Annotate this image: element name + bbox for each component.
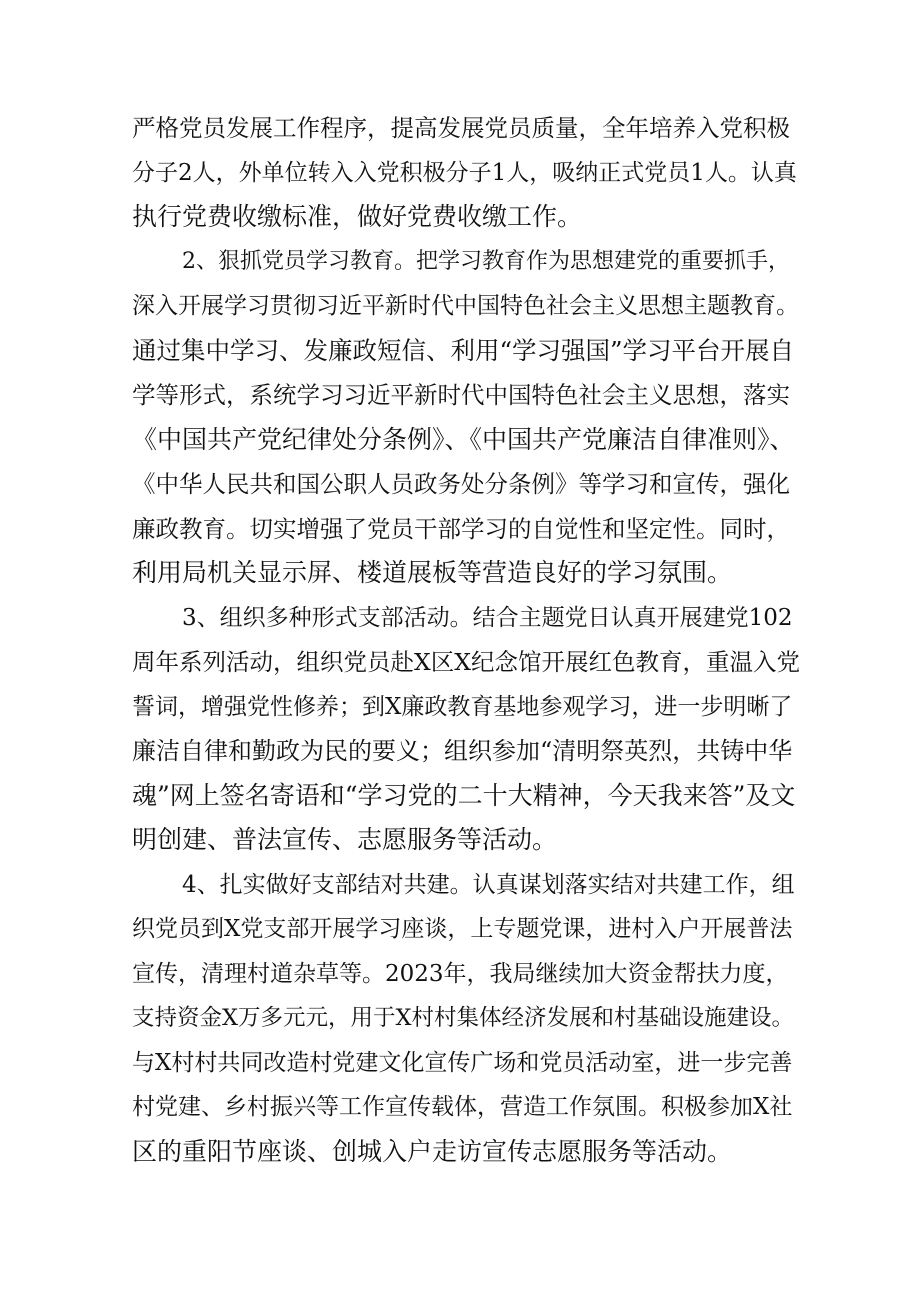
para-4-line-3: 宣传，清理村道杂草等。2023年，我局继续加大资金帮扶力度，: [132, 961, 789, 987]
para-2-line-4: 学等形式，系统学习习近平新时代中国特色社会主义思想，落实: [132, 381, 790, 409]
para-4-line-4: 支持资金X万多元元，用于X村村集体经济发展和村基础设施建设。: [132, 1005, 795, 1031]
para-3-line-1: 3、组织多种形式支部活动。结合主题党日认真开展建党102: [182, 605, 793, 631]
para-3-line-2: 周年系列活动，组织党员赴X区X纪念馆开展红色教育，重温入党: [132, 648, 800, 676]
para-3-line-3: 誓词，增强党性修养；到X廉政教育基地参观学习，进一步明晰了: [132, 694, 793, 720]
text-line-1: 严格党员发展工作程序，提高发展党员质量，全年培养入党积极: [132, 114, 790, 142]
para-2-line-8: 利用局机关显示屏、楼道展板等营造良好的学习氛围。: [132, 558, 733, 587]
para-4-line-7: 区的重阳节座谈、创城入户走访宣传志愿服务等活动。: [132, 1137, 733, 1166]
para-2-line-7: 廉政教育。切实增强了党员干部学习的自觉性和坚定性。同时，: [132, 515, 790, 543]
para-4-line-5: 与X村村共同改造村党建文化宣传广场和党员活动室，进一步完善: [132, 1050, 793, 1076]
para-2-line-3: 通过集中学习、发廉政短信、利用“学习强国”学习平台开展自: [132, 336, 795, 365]
para-4-line-1: 4、扎实做好支部结对共建。认真谋划落实结对共建工作，组: [182, 872, 795, 898]
para-2-line-6: 《中华人民共和国公职人员政务处分条例》等学习和宣传，强化: [132, 470, 790, 498]
para-3-line-6: 明创建、普法宣传、志愿服务等活动。: [132, 825, 558, 854]
para-3-line-5: 魂”网上签名寄语和“学习党的二十大精神，今天我来答”及文: [132, 781, 796, 810]
para-4-line-2: 织党员到X党支部开展学习座谈，上专题党课，进村入户开展普法: [132, 916, 793, 942]
para-4-line-6: 村党建、乡村振兴等工作宣传载体，营造工作氛围。积极参加X社: [132, 1094, 793, 1120]
para-3-line-4: 廉洁自律和勤政为民的要义；组织参加“清明祭英烈，共铸中华: [132, 737, 793, 765]
text-line-2: 分子2人，外单位转入入党积极分子1人，吸纳正式党员1人。认真: [132, 160, 797, 186]
para-2-line-1: 2、狠抓党员学习教育。把学习教育作为思想建党的重要抓手，: [182, 249, 790, 274]
text-line-3: 执行党费收缴标准，做好党费收缴工作。: [132, 202, 583, 231]
para-2-line-2: 深入开展学习贯彻习近平新时代中国特色社会主义思想主题教育。: [132, 293, 799, 319]
para-2-line-5: 《中国共产党纪律处分条例》、《中国共产党廉洁自律准则》、: [132, 425, 795, 454]
